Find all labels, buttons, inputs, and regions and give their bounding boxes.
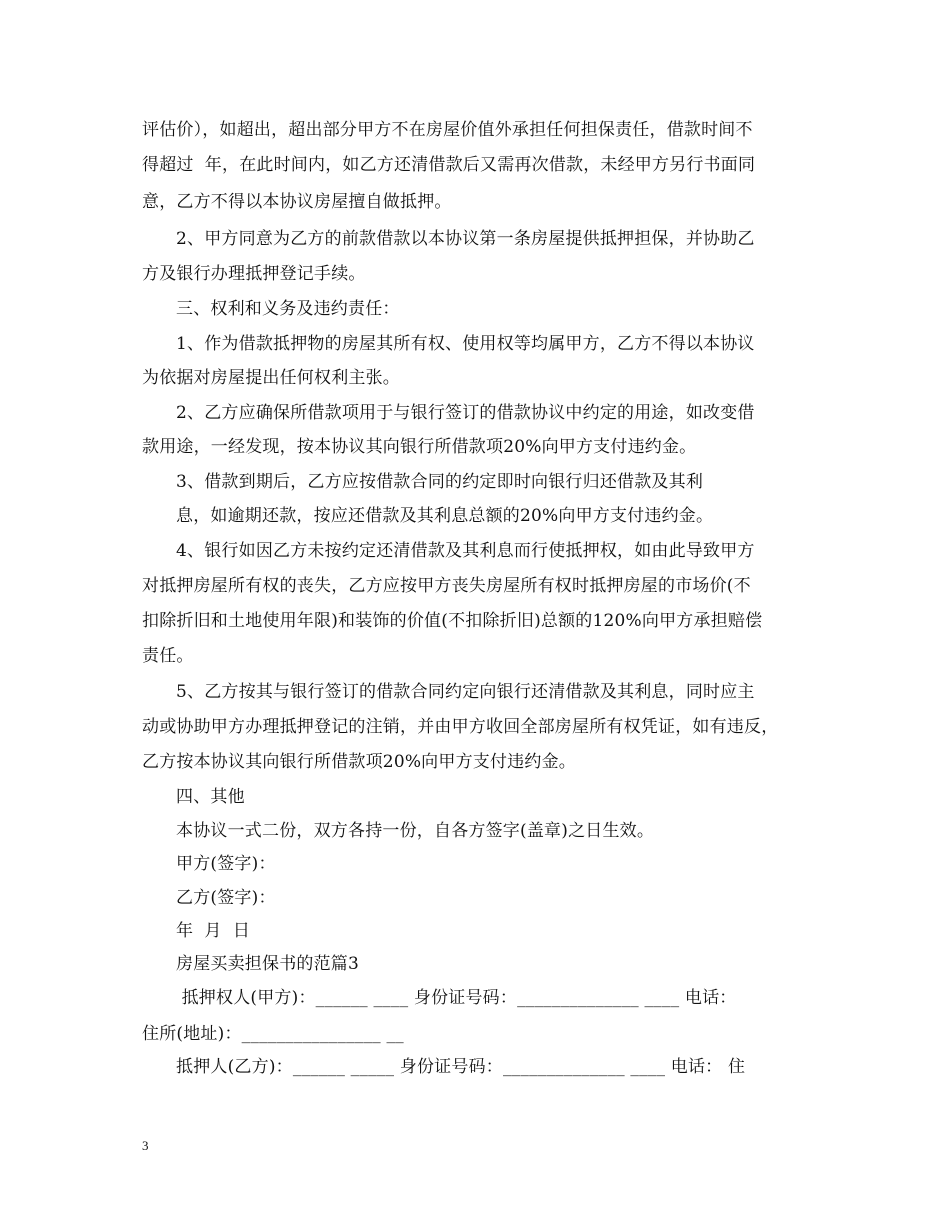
paragraph-line: 1、作为借款抵押物的房屋其所有权、使用权等均属甲方，乙方不得以本协议 [176,334,755,354]
date-line: 年 月 日 [176,921,251,941]
paragraph-line: 责任。 [142,646,194,666]
paragraph-line: 为依据对房屋提出任何权利主张。 [142,368,400,388]
paragraph-line: 动或协助甲方办理抵押登记的注销，并由甲方收回全部房屋所有权凭证，如有违反， [142,717,779,737]
page-number: 3 [142,1138,149,1153]
section-heading: 三、权利和义务及违约责任： [176,299,400,319]
paragraph-line: 扣除折旧和土地使用年限)和装饰的价值(不扣除折旧)总额的120%向甲方承担赔偿 [142,611,763,631]
paragraph-line: 评估价），如超出，超出部分甲方不在房屋价值外承担任何担保责任，借款时间不 [142,120,753,140]
paragraph-line: 5、乙方按其与银行签订的借款合同约定向银行还清借款及其利息，同时应主 [176,682,755,702]
signature-line-party-a: 甲方(签字)： [176,854,276,874]
paragraph-line: 得超过 年，在此时间内，如乙方还清借款后又需再次借款，未经甲方另行书面同 [142,155,756,175]
signature-line-party-b: 乙方(签字)： [176,888,276,908]
paragraph-line: 2、甲方同意为乙方的前款借款以本协议第一条房屋提供抵押担保，并协助乙 [176,229,755,249]
paragraph-line: 4、银行如因乙方未按约定还清借款及其利息而行使抵押权，如由此导致甲方 [176,541,755,561]
paragraph-line: 方及银行办理抵押登记手续。 [142,264,366,284]
paragraph-line: 息，如逾期还款，按应还借款及其利息总额的20%向甲方支付违约金。 [176,506,714,526]
address-line: 住所(地址)：________________ __ [142,1024,404,1044]
document-title: 房屋买卖担保书的范篇3 [176,954,360,974]
paragraph-line: 对抵押房屋所有权的丧失，乙方应按甲方丧失房屋所有权时抵押房屋的市场价(不 [142,576,751,596]
paragraph-line: 意，乙方不得以本协议房屋擅自做抵押。 [142,192,452,212]
paragraph-line: 乙方按本协议其向银行所借款项20%向甲方支付违约金。 [142,752,576,772]
paragraph-line: 本协议一式二份，双方各持一份，自各方签字(盖章)之日生效。 [176,821,655,841]
mortgagor-line: 抵押人(乙方)：______ _____ 身份证号码：______________ ____ 电话： 住 [176,1057,746,1077]
section-heading: 四、其他 [176,787,245,807]
paragraph-line: 3、借款到期后，乙方应按借款合同的约定即时向银行归还借款及其利 [176,472,704,492]
paragraph-line: 2、乙方应确保所借款项用于与银行签订的借款协议中约定的用途，如改变借 [176,403,755,423]
paragraph-line: 款用途，一经发现，按本协议其向银行所借款项20%向甲方支付违约金。 [142,437,697,457]
mortgagee-line: 抵押权人(甲方)：______ ____ 身份证号码：______________ ____ 电话： [176,988,737,1008]
